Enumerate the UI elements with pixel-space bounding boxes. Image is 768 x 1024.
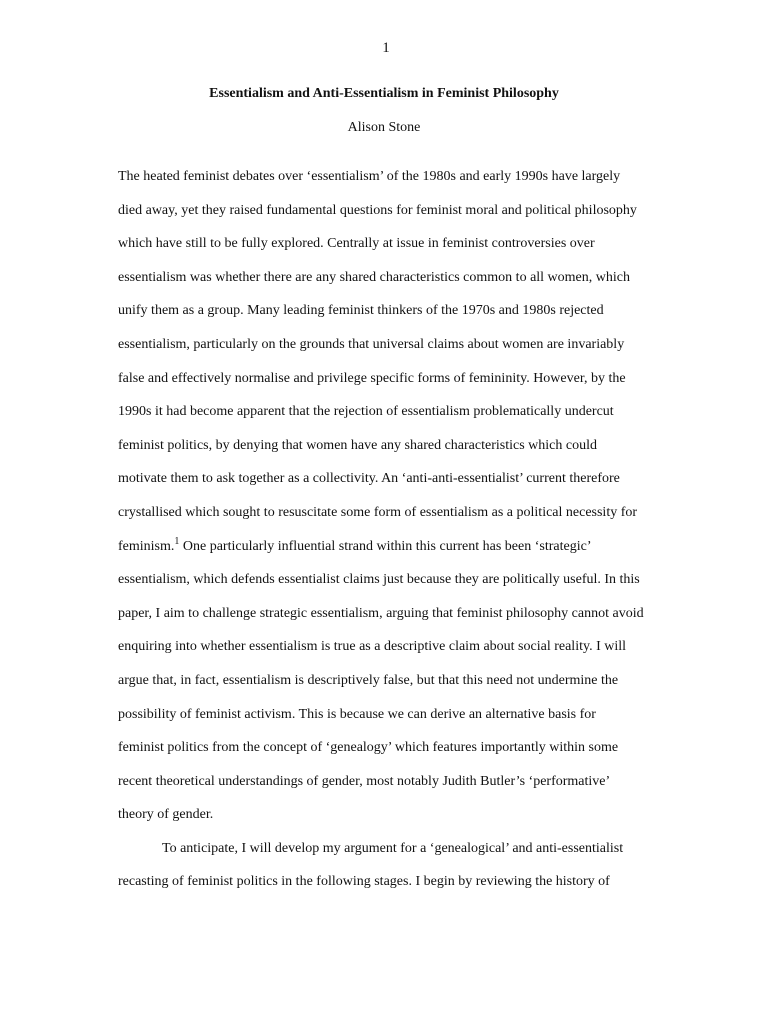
text-line: essentialism was whether there are any shared characteristics common to all women, which: [118, 269, 630, 285]
text-segment: feminism.: [118, 538, 175, 554]
text-line: enquiring into whether essentialism is true as a descriptive claim about social reality. I will: [118, 639, 627, 655]
text-line: died away, yet they raised fundamental questions for feminist moral and political philosophy: [118, 202, 637, 218]
text-line: motivate them to ask together as a collectivity. An ‘anti-anti-essentialist’ current therefore: [118, 471, 620, 487]
text-line: argue that, in fact, essentialism is descriptively false, but that this need not undermine the: [118, 672, 619, 688]
text-line: essentialism, particularly on the grounds that universal claims about women are invariably: [118, 336, 625, 352]
text-line: possibility of feminist activism. This is because we can derive an alternative basis for: [118, 706, 596, 722]
text-line: feminist politics, by denying that women have any shared characteristics which could: [118, 437, 597, 453]
document-title: Essentialism and Anti-Essentialism in Feminist Philosophy: [209, 86, 559, 101]
text-line: feminist politics from the concept of ‘genealogy’ which features importantly within some: [118, 740, 619, 756]
text-line: false and effectively normalise and privilege specific forms of femininity. However, by the: [118, 370, 626, 386]
text-line: which have still to be fully explored. Centrally at issue in feminist controversies over: [118, 236, 595, 252]
text-line: theory of gender.: [118, 807, 214, 823]
text-line: The heated feminist debates over ‘essentialism’ of the 1980s and early 1990s have largely: [118, 169, 621, 184]
page-number: 1: [382, 40, 390, 56]
text-line: paper, I aim to challenge strategic essentialism, arguing that feminist philosophy cannot avoid: [118, 605, 644, 621]
text-line: recasting of feminist politics in the following stages. I begin by reviewing the history of: [118, 874, 610, 890]
body-text: [118, 166, 644, 905]
footnote-marker[interactable]: 1: [174, 535, 180, 547]
text-line: 1990s it had become apparent that the rejection of essentialism problematically undercut: [118, 404, 614, 420]
text-segment: One particularly influential strand within this current has been ‘strategic’: [179, 538, 592, 554]
text-line: recent theoretical understandings of gender, most notably Judith Butler’s ‘performative’: [118, 773, 611, 789]
author-name: Alison Stone: [347, 120, 421, 135]
text-line: essentialism, which defends essentialist claims just because they are politically useful. In this: [118, 572, 640, 588]
text-line: unify them as a group. Many leading feminist thinkers of the 1970s and 1980s rejected: [118, 303, 604, 319]
text-line: crystallised which sought to resuscitate some form of essentialism as a political necessity for: [118, 504, 638, 520]
text-line-with-footnote: [118, 536, 638, 570]
text-line: To anticipate, I will develop my argument for a ‘genealogical’ and anti-essentialist: [162, 840, 624, 856]
